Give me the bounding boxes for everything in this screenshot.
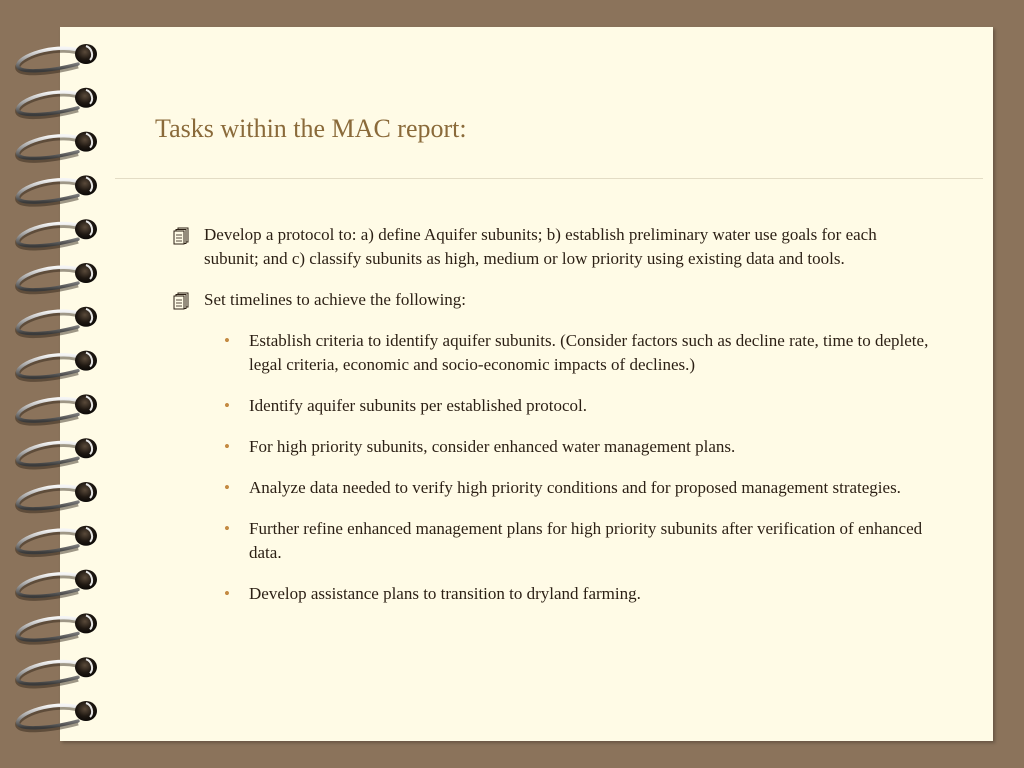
slide-content <box>172 223 932 623</box>
bullet-text: Develop a protocol to: a) define Aquifer subunits; b) establish preliminary water use goals for each subunit; and c) classify subunits as high, medium or low priority using existing data and tools. <box>204 225 877 268</box>
sub-bullet-item <box>172 517 932 565</box>
sub-bullet-dot: • <box>224 519 230 538</box>
sub-bullet-dot: • <box>224 478 230 497</box>
sub-bullet-dot: • <box>224 331 230 350</box>
sub-bullet-text: Develop assistance plans to transition to dryland farming. <box>249 584 641 603</box>
sub-bullet-dot: • <box>224 437 230 456</box>
notebook-page <box>60 27 993 741</box>
sub-bullet-dot: • <box>224 396 230 415</box>
sub-bullet-item <box>172 329 932 377</box>
notebook-icon <box>172 292 190 310</box>
bullet-text: Set timelines to achieve the following: <box>204 290 467 309</box>
sub-bullet-text: Establish criteria to identify aquifer subunits. (Consider factors such as decline rate, time to deplete, legal criteria, economic and socio-economic impacts of declines.) <box>249 331 929 374</box>
bullet-item <box>172 223 932 271</box>
title-divider <box>115 178 983 179</box>
sub-bullet-text: Analyze data needed to verify high priority conditions and for proposed management strategies. <box>249 478 901 497</box>
sub-bullet-item <box>172 435 932 459</box>
sub-bullet-item <box>172 582 932 606</box>
sub-bullet-text: Further refine enhanced management plans for high priority subunits after verification of enhanced data. <box>249 519 923 562</box>
slide-title: Tasks within the MAC report: <box>155 114 467 143</box>
sub-bullet-item <box>172 476 932 500</box>
sub-bullet-item <box>172 394 932 418</box>
sub-bullet-text: For high priority subunits, consider enhanced water management plans. <box>249 437 736 456</box>
sub-bullet-dot: • <box>224 584 230 603</box>
sub-bullet-text: Identify aquifer subunits per established protocol. <box>249 396 588 415</box>
notebook-icon <box>172 227 190 245</box>
bullet-item <box>172 288 932 312</box>
